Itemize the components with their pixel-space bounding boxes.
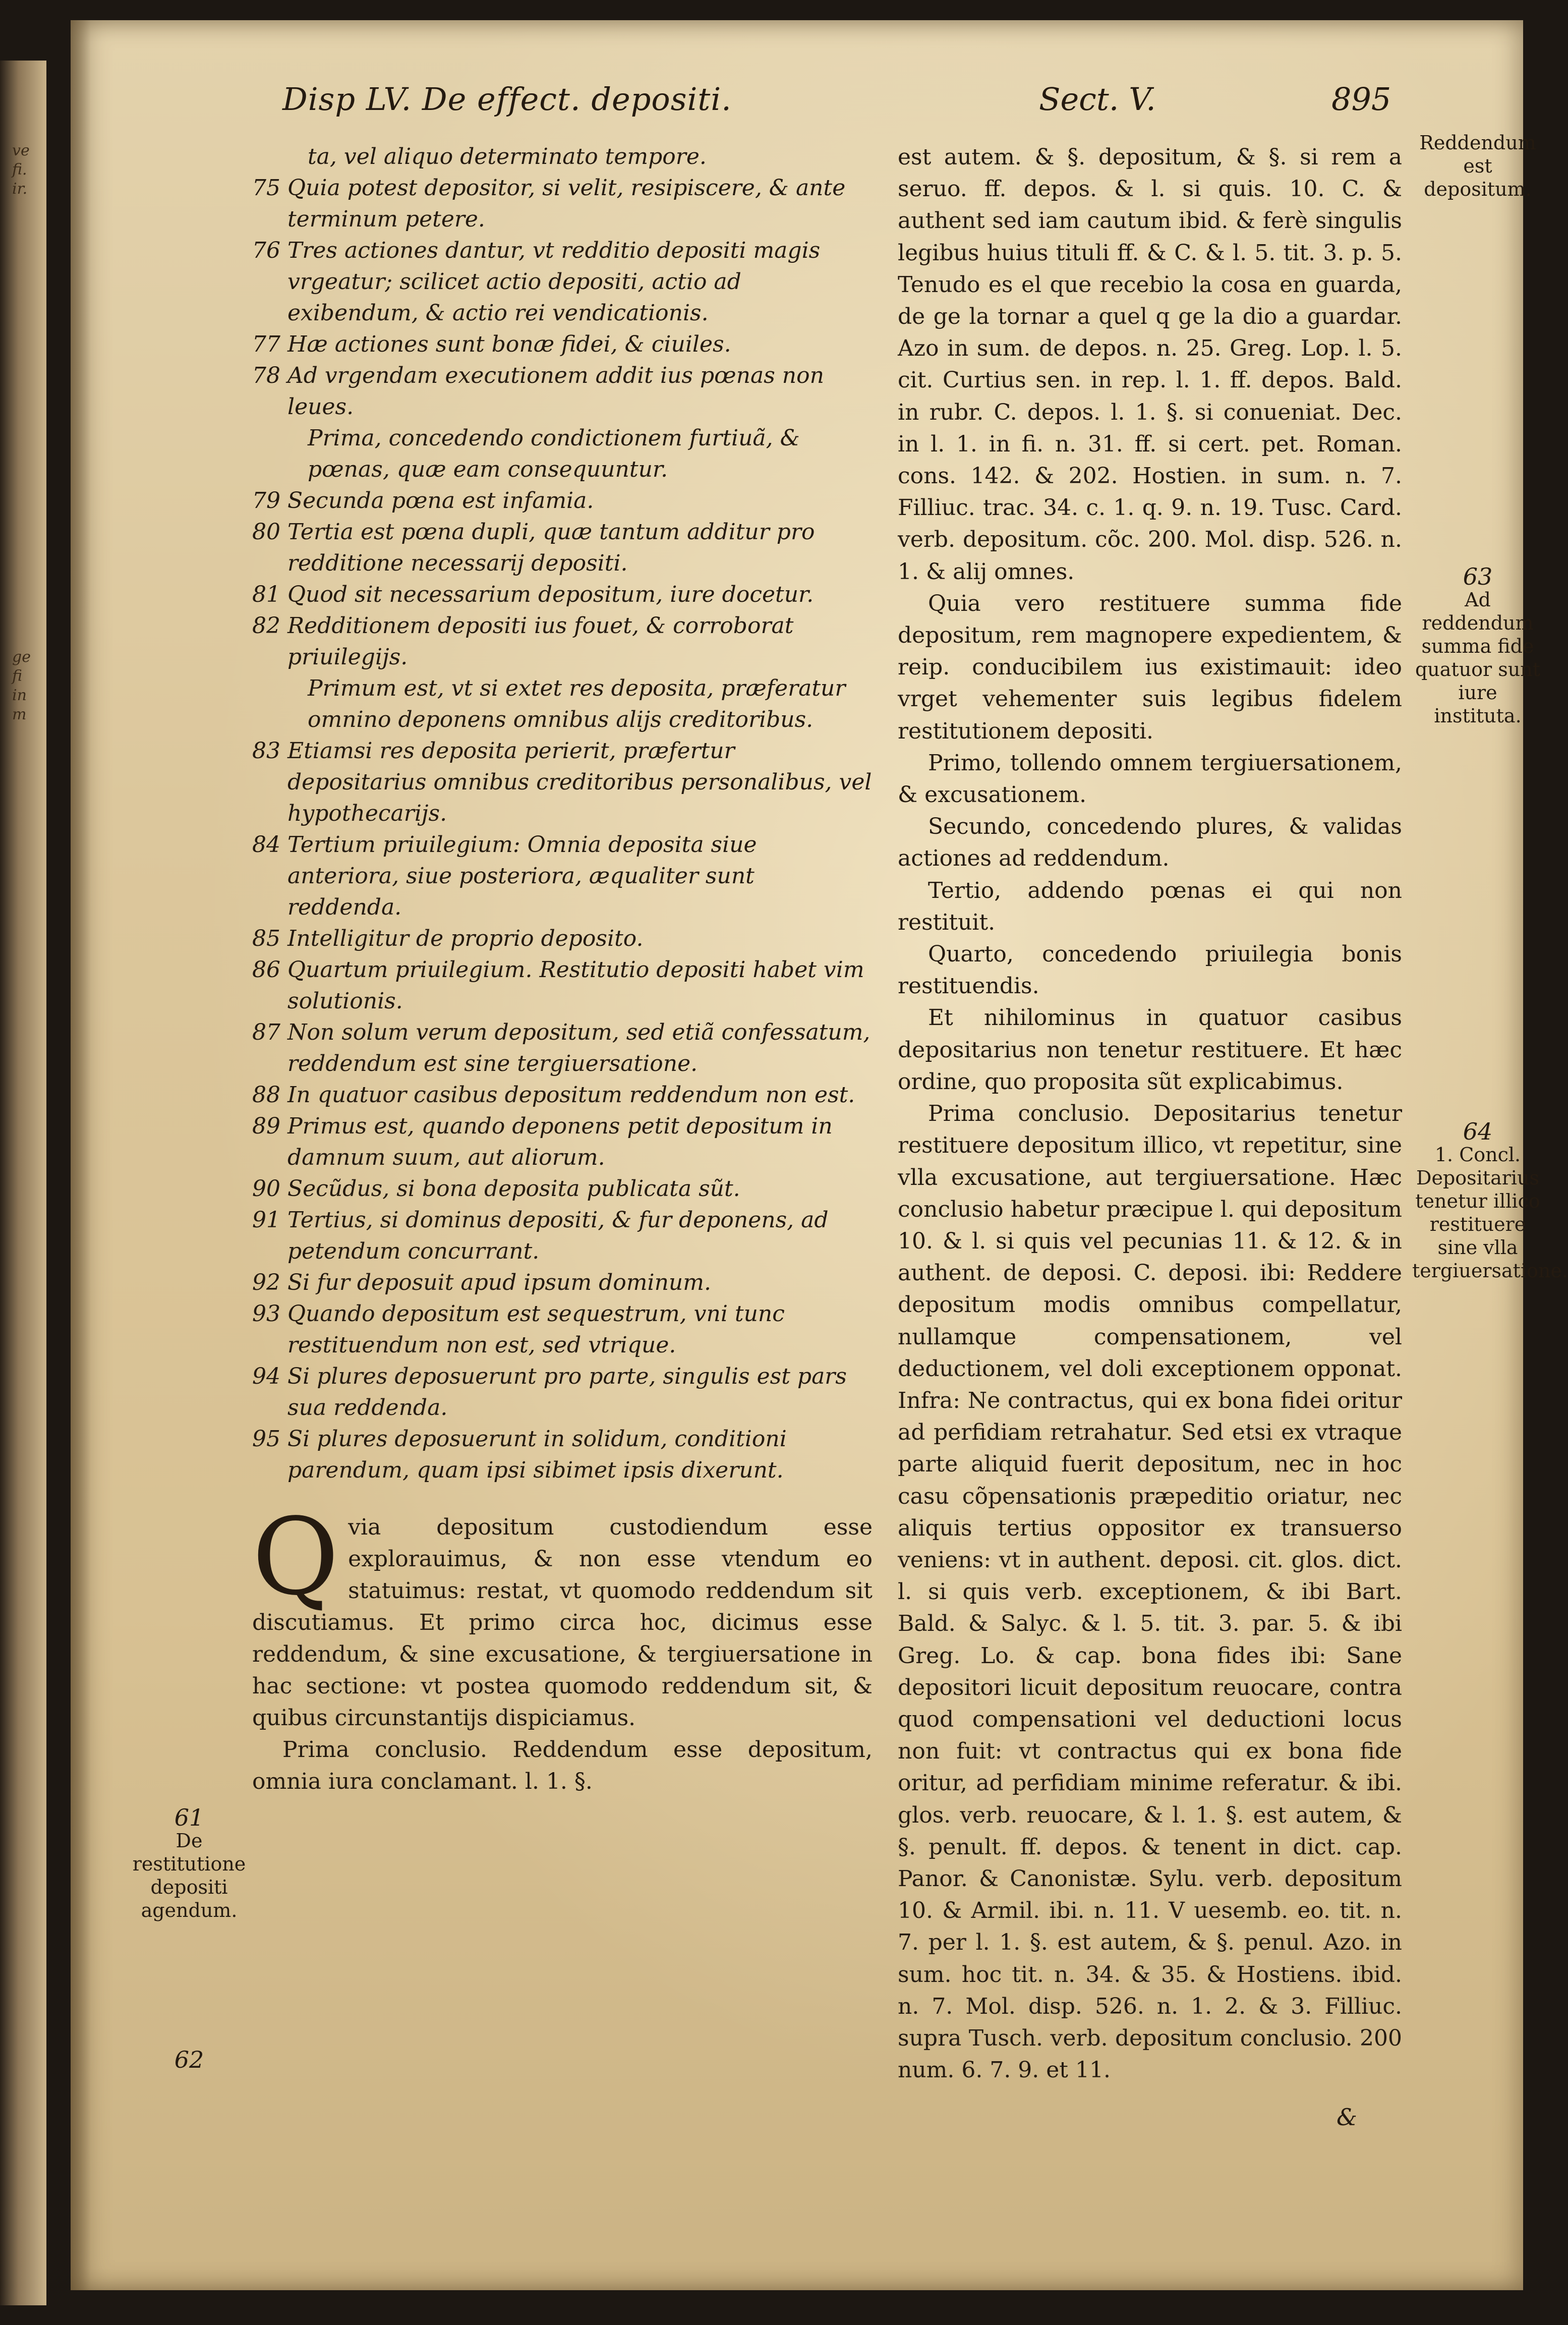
fragment: ve bbox=[12, 142, 30, 159]
margin-number: 63 bbox=[1463, 563, 1493, 590]
fragment: in bbox=[12, 687, 27, 704]
page-gutter-shadow bbox=[71, 20, 91, 2290]
paragraph: est autem. & §. depositum, & §. si rem a seruo. ff. depos. & l. si quis. 10. C. & authent sed iam cautum ibid. & ferè singulis legibus huius tituli ff. & C. & l. 5. tit. 3. p. 5. Tenudo es el que recebio la cosa en guarda, de ge la tornar a quel q ge la dio a guardar. Azo in sum. de depos. n. 25. Greg. Lop. l. 5. cit. Curtius sen. in rep. l. 1. ff. depos. Bald. in rubr. C. depos. l. 1. §. si conueniat. Dec. in l. 1. in fi. n. 31. ff. si cert. pet. Roman. cons. 142. & 202. Hostien. in sum. n. 7. Filliuc. trac. 34. c. 1. q. 9. n. 19. Tusc. Card. verb. depositum. cõc. 200. Mol. disp. 526. n. 1. & alij omnes. bbox=[898, 144, 1402, 585]
summary-item: 78 Ad vrgendam executionem addit ius pœnas non leues. bbox=[252, 363, 824, 420]
paragraph: Tertio, addendo pœnas ei qui non restituit. bbox=[898, 877, 1402, 935]
summary-item: 82 Redditionem depositi ius fouet, & corroborat priuilegijs. bbox=[252, 613, 794, 670]
summary-item: 92 Si fur deposuit apud ipsum dominum. bbox=[252, 1270, 711, 1295]
running-head-section: Sect. V. bbox=[1039, 81, 1156, 118]
summary-item: ta, vel aliquo determinato tempore. bbox=[308, 144, 707, 169]
summary-item: 76 Tres actiones dantur, vt redditio depositi magis vrgeatur; scilicet actio depositi, actio ad exibendum, & actio rei vendicationis. bbox=[252, 238, 821, 326]
running-head-title: Disp LV. De effect. depositi. bbox=[282, 81, 732, 118]
paragraph: Secundo, concedendo plures, & validas actiones ad reddendum. bbox=[898, 814, 1402, 872]
right-margin-note bbox=[1412, 131, 1543, 201]
catchword: & bbox=[1337, 2104, 1357, 2131]
summary-item: Prima, concedendo condictionem furtiuã, & pœnas, quæ eam consequuntur. bbox=[308, 425, 800, 482]
summary-item: 80 Tertia est pœna dupli, quæ tantum additur pro redditione necessarij depositi. bbox=[252, 519, 815, 576]
drop-cap: Q bbox=[252, 1495, 339, 1619]
page-number: 895 bbox=[1331, 81, 1391, 118]
right-column bbox=[898, 141, 1402, 2086]
paragraph: Primo, tollendo omnem tergiuersationem, & excusationem. bbox=[898, 750, 1402, 808]
margin-number: 61 bbox=[174, 1804, 204, 1831]
summary-item: 91 Tertius, si dominus depositi, & fur deponens, ad petendum concurrant. bbox=[252, 1207, 829, 1264]
right-margin-note bbox=[1412, 1118, 1568, 1282]
summary-item: 81 Quod sit necessarium depositum, iure docetur. bbox=[252, 582, 814, 607]
margin-note-text: Reddendum est depositum. bbox=[1419, 132, 1536, 200]
summary-item: 95 Si plures deposuerunt in solidum, conditioni parendum, quam ipsi sibimet ipsis dixerunt. bbox=[252, 1426, 787, 1483]
book-page bbox=[71, 20, 1568, 2290]
fragment: m bbox=[12, 706, 27, 723]
paragraph: Prima conclusio. Depositarius tenetur restituere depositum illico, vt repetitur, sine vlla excusatione, aut tergiuersatione. Hæc conclusio habetur præcipue l. qui depositum 10. & l. si quis vel pecunias 11. & 12. & in authent. de deposi. C. deposi. ibi: Reddere depositum modis omnibus compellatur, nullamque compensationem, vel deductionem, vel doli exceptionem opponat. Infra: Ne contractus, qui ex bona fidei oritur ad perfidiam retrahatur. Sed etsi ex vtraque parte aliquid fuerit depositum, nec in hoc casu cõpensationis præpeditio oriatur, nec aliquis tertius oppositor ex transuerso veniens: vt in authent. deposi. cit. glos. dict. l. si quis verb. exceptionem, & ibi Bart. Bald. & Salyc. & l. 5. tit. 3. par. 5. & ibi Greg. Lo. & cap. bona fides ibi: Sane depositori licuit depositum reuocare, contra quod compensationi vel deductioni locus non fuit: vt contractus qui ex bona fide oritur, ad perfidiam minime referatur. & ibi. glos. verb. reuocare, & l. 1. §. est autem, & §. penult. ff. depos. & tenent in dict. cap. Panor. & Canonistæ. Sylu. verb. depositum 10. & Armil. ibi. n. 11. V uesemb. eo. tit. n. 7. per l. 1. §. est autem, & §. penul. Azo. in sum. hoc tit. n. 34. & 35. & Hostiens. ibid. n. 7. Mol. disp. 526. n. 1. 2. & 3. Filliuc. supra Tusch. verb. depositum conclusio. 200 num. 6. 7. 9. et 11. bbox=[898, 1101, 1402, 2083]
summary-item: Primum est, vt si extet res deposita, præferatur omnino deponens omnibus alijs creditoribus. bbox=[308, 675, 846, 732]
summary-item: 85 Intelligitur de proprio deposito. bbox=[252, 926, 644, 951]
paragraph: Quarto, concedendo priuilegia bonis restituendis. bbox=[898, 941, 1402, 999]
fragment: fi bbox=[12, 667, 23, 685]
summary-item: 77 Hæ actiones sunt bonæ fidei, & ciuiles. bbox=[252, 331, 731, 357]
summary-item: 84 Tertium priuilegium: Omnia deposita siue anteriora, siue posteriora, æqualiter sunt reddenda. bbox=[252, 832, 757, 920]
right-margin-note bbox=[1412, 565, 1543, 727]
summary-item: 87 Non solum verum depositum, sed etiã confessatum, reddendum est sine tergiuersatione. bbox=[252, 1019, 870, 1076]
summary-item: 83 Etiamsi res deposita perierit, præfertur depositarius omnibus creditoribus personalibus, vel hypothecarijs. bbox=[252, 738, 872, 826]
paragraph: via depositum custodiendum esse explorauimus, & non esse vtendum eo statuimus: restat, vt quomodo reddendum sit discutiamus. Et primo circa hoc, dicimus esse reddendum, & sine excusatione, & tergiuersatione in hac sectione: vt postea quomodo reddendum sit, & quibus circunstantijs dispiciamus. bbox=[252, 1514, 873, 1731]
left-margin-note bbox=[131, 2048, 247, 2071]
paragraph: Quia vero restituere summa fide depositum, rem magnopere expedientem, & reip. conducibilem ius existimauit: ideo vrget vehementer suis legibus fidelem restitutionem depositi. bbox=[898, 590, 1402, 744]
left-page-fragments bbox=[12, 141, 42, 724]
summary-item: 88 In quatuor casibus depositum reddendum non est. bbox=[252, 1082, 855, 1108]
summary-item: 79 Secunda pœna est infamia. bbox=[252, 488, 594, 514]
margin-note-text: Ad reddendum summa fide quatuor sunt iure instituta. bbox=[1415, 589, 1541, 727]
left-margin-note bbox=[131, 1806, 247, 1922]
summary-item: 90 Secũdus, si bona deposita publicata sũt. bbox=[252, 1176, 740, 1202]
left-column bbox=[252, 141, 873, 1797]
fragment: fi. bbox=[12, 161, 27, 179]
summary-item: 94 Si plures deposuerunt pro parte, singulis est pars sua reddenda. bbox=[252, 1364, 847, 1421]
paragraph: Et nihilominus in quatuor casibus depositarius non tenetur restituere. Et hæc ordine, quo proposita sũt explicabimus. bbox=[898, 1005, 1402, 1095]
running-head bbox=[282, 81, 1422, 136]
summary-item: 86 Quartum priuilegium. Restitutio depositi habet vim solutionis. bbox=[252, 957, 864, 1014]
summary-item: 89 Primus est, quando deponens petit depositum in damnum suum, aut aliorum. bbox=[252, 1113, 833, 1170]
paragraph: Prima conclusio. Reddendum esse depositum, omnia iura conclamant. l. 1. §. bbox=[252, 1737, 873, 1794]
margin-number: 62 bbox=[174, 2046, 204, 2073]
left-body-text bbox=[252, 1495, 873, 1797]
margin-note-text: 1. Concl. Depositarius tenetur illico restituere sine vlla tergiuersatione. bbox=[1412, 1144, 1568, 1282]
fragment: ir. bbox=[12, 180, 28, 198]
margin-note-text: De restitutione depositi agendum. bbox=[132, 1830, 246, 1921]
left-page-edge bbox=[0, 61, 46, 2305]
margin-number: 64 bbox=[1463, 1118, 1493, 1145]
summary-item: 75 Quia potest depositor, si velit, resipiscere, & ante terminum petere. bbox=[252, 175, 846, 232]
fragment: ge bbox=[12, 648, 31, 666]
summary-item: 93 Quando depositum est sequestrum, vni tunc restituendum non est, sed vtrique. bbox=[252, 1301, 785, 1358]
